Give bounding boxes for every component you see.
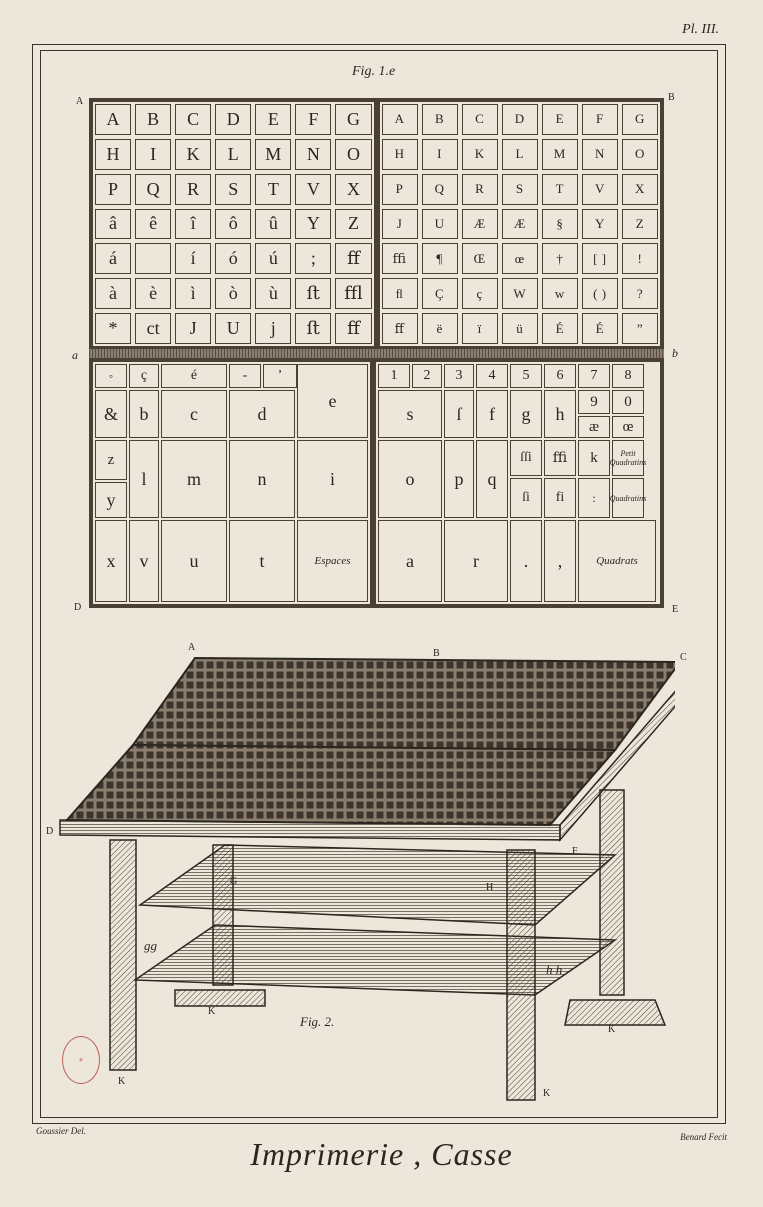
lower-compartment: ◦ [95,364,127,388]
lower-compartment: c [161,390,227,438]
case-compartment: B [422,104,458,135]
case-compartment: O [622,139,658,170]
upper-shelf [140,845,615,925]
case-compartment: H [382,139,418,170]
type-case-stand-engraving [55,640,675,1110]
lower-compartment: l [129,440,159,518]
lower-compartment: b [129,390,159,438]
lower-compartment: 1 [378,364,410,388]
case-compartment: î [175,209,211,240]
case-compartment: C [175,104,211,135]
fig2-label: Fig. 2. [300,1014,335,1029]
case-compartment: N [582,139,618,170]
case-compartment: X [622,174,658,205]
fig2-letter-K: K [608,1024,616,1035]
case-compartment: w [542,278,578,309]
lower-compartment: o [378,440,442,518]
case-compartment: V [582,174,618,205]
case-compartment: ê [135,209,171,240]
engraver-credit-left: Goussier Del. [36,1126,86,1136]
case-compartment: ¶ [422,243,458,274]
lower-compartment: a [378,520,442,602]
lower-compartment: m [161,440,227,518]
case-compartment: à [95,278,131,309]
case-compartment: K [462,139,498,170]
lower-compartment: 0 [612,390,644,414]
case-compartment: N [295,139,331,170]
case-compartment: í [175,243,211,274]
plate-number: Pl. III. [682,22,719,37]
case-compartment: Æ [502,209,538,240]
corner-b: b [672,346,678,360]
case-compartment: ? [622,278,658,309]
case-compartment: R [462,174,498,205]
lower-compartment: u [161,520,227,602]
back-left-leg [213,845,233,985]
case-compartment: P [382,174,418,205]
fig2-letter-K: K [118,1076,126,1087]
case-compartment: ï [462,313,498,344]
case-compartment: ﬀ [335,243,371,274]
fig2-letter-A: A [188,642,196,653]
lower-compartment: 7 [578,364,610,388]
library-stamp: ⚜ [62,1036,100,1084]
case-compartment: † [542,243,578,274]
lower-compartment: s [378,390,442,438]
lower-compartment: ﬃ [544,440,576,476]
case-compartment: ó [215,243,251,274]
lower-compartment: ſſi [510,440,542,476]
lower-compartment: æ [578,416,610,438]
case-compartment: D [215,104,251,135]
case-compartment: ” [622,313,658,344]
corner-D: D [74,602,82,613]
case-compartment: ô [215,209,251,240]
fig2-letter-F: F [572,846,578,857]
lower-compartment: f [476,390,508,438]
case-compartment: F [582,104,618,135]
upper-case-right-half [374,102,661,346]
case-compartment: ò [215,278,251,309]
lower-compartment: e [297,364,368,438]
lower-compartment: z [95,440,127,480]
lower-compartment: ç [129,364,159,388]
foot-block [175,990,265,1006]
case-compartment: M [542,139,578,170]
case-compartment: ù [255,278,291,309]
back-right-leg [600,790,624,995]
upper-case [89,98,664,350]
case-compartment: S [215,174,251,205]
corner-B: B [668,92,675,103]
fig1-label: Fig. 1.e [352,64,396,79]
case-compartment: T [542,174,578,205]
case-compartment: ﬀ [335,313,371,344]
case-compartment: X [335,174,371,205]
lower-compartment: , [544,520,576,602]
case-compartment: â [95,209,131,240]
case-compartment: ü [502,313,538,344]
lower-compartment: Espaces [297,520,368,602]
engraver-credit-right: Benard Fecit [680,1132,727,1142]
case-compartment: I [422,139,458,170]
case-compartment: Œ [462,243,498,274]
case-compartment: á [95,243,131,274]
case-compartment: R [175,174,211,205]
case-compartment: ﬅ [295,313,331,344]
case-compartment: § [542,209,578,240]
case-compartment: Q [135,174,171,205]
case-compartment: è [135,278,171,309]
case-compartment: ﬃ [382,243,418,274]
lower-case-right-half [376,362,660,604]
case-compartment: J [175,313,211,344]
case-compartment: ; [295,243,331,274]
fig2-letter-B: B [433,648,440,659]
lower-compartment: 4 [476,364,508,388]
case-compartment: T [255,174,291,205]
case-compartment: ﬅ [295,278,331,309]
case-compartment: F [295,104,331,135]
lower-compartment: 6 [544,364,576,388]
foot-block-right [565,1000,665,1025]
case-compartment: V [295,174,331,205]
fig2-letter-gg: gg [144,938,157,953]
case-compartment: Z [335,209,371,240]
upper-case-drawing [133,658,675,750]
lower-compartment: 3 [444,364,474,388]
case-compartment [135,243,171,274]
case-compartment: B [135,104,171,135]
lower-compartment: 8 [612,364,644,388]
case-compartment: É [582,313,618,344]
case-compartment: S [502,174,538,205]
lower-compartment: i [297,440,368,518]
lower-compartment: 2 [412,364,442,388]
case-compartment: ct [135,313,171,344]
case-compartment: A [382,104,418,135]
lower-compartment: y [95,482,127,518]
case-compartment: ! [622,243,658,274]
lower-compartment: t [229,520,295,602]
lower-case [89,358,664,608]
lower-compartment: q [476,440,508,518]
case-compartment: Æ [462,209,498,240]
case-compartment: ú [255,243,291,274]
fig2-letter-C: C [680,652,687,663]
fig2-letter-K: K [208,1006,216,1017]
case-compartment: ﬀ [382,313,418,344]
case-compartment: O [335,139,371,170]
case-compartment: U [422,209,458,240]
case-compartment: A [95,104,131,135]
case-compartment: L [502,139,538,170]
fig2-letter-H: H [486,882,494,893]
case-compartment: Z [622,209,658,240]
case-compartment: G [622,104,658,135]
upper-case-left-half [93,102,374,346]
case-compartment: ì [175,278,211,309]
corner-E: E [672,604,679,615]
case-compartment: œ [502,243,538,274]
lower-compartment: ſ [444,390,474,438]
case-compartment: E [542,104,578,135]
lower-compartment: v [129,520,159,602]
case-compartment: Q [422,174,458,205]
case-compartment: P [95,174,131,205]
case-compartment: Y [295,209,331,240]
corner-a: a [72,348,78,362]
case-compartment: D [502,104,538,135]
case-compartment: M [255,139,291,170]
lower-compartment: k [578,440,610,476]
lower-compartment: x [95,520,127,602]
case-compartment: W [502,278,538,309]
lower-compartment: . [510,520,542,602]
lower-compartment: Petit Quadratins [612,440,644,476]
lower-compartment: 9 [578,390,610,414]
case-compartment: U [215,313,251,344]
lower-shelf [135,925,615,995]
case-compartment: K [175,139,211,170]
lower-compartment: œ [612,416,644,438]
case-compartment: É [542,313,578,344]
lower-compartment: & [95,390,127,438]
lower-case-left-half [93,362,370,604]
front-left-leg [110,840,136,1070]
case-compartment: [ ] [582,243,618,274]
lower-compartment: é [161,364,227,388]
front-right-leg [507,850,535,1100]
case-compartment: û [255,209,291,240]
lower-compartment: p [444,440,474,518]
case-compartment: E [255,104,291,135]
case-compartment: H [95,139,131,170]
case-compartment: I [135,139,171,170]
case-compartment: * [95,313,131,344]
lower-compartment: ſi [510,478,542,518]
lower-compartment: Quadrats [578,520,656,602]
lower-compartment: n [229,440,295,518]
fig2-letter-G: G [230,876,238,887]
fig2-letter-K: K [543,1088,551,1099]
lower-compartment: fi [544,478,576,518]
case-compartment: J [382,209,418,240]
lower-compartment: : [578,478,610,518]
case-compartment: ﬄ [335,278,371,309]
case-compartment: Ç [422,278,458,309]
corner-A: A [76,96,84,107]
lower-case-drawing [67,745,615,825]
case-compartment: G [335,104,371,135]
lower-compartment: Quadratins [612,478,644,518]
case-compartment: ë [422,313,458,344]
lower-compartment: - [229,364,261,388]
case-compartment: L [215,139,251,170]
case-compartment: ( ) [582,278,618,309]
lower-compartment: 5 [510,364,542,388]
plate-title: Imprimerie , Casse [250,1136,513,1172]
lower-compartment: ’ [263,364,297,388]
case-compartment: ç [462,278,498,309]
lower-compartment: r [444,520,508,602]
lower-compartment: g [510,390,542,438]
lower-compartment: d [229,390,295,438]
fig2-letter-hh: h h [546,962,563,977]
case-compartment: C [462,104,498,135]
case-compartment: j [255,313,291,344]
case-compartment: Y [582,209,618,240]
case-compartment: ﬂ [382,278,418,309]
fig2-letter-D: D [46,826,54,837]
lower-compartment: h [544,390,576,438]
